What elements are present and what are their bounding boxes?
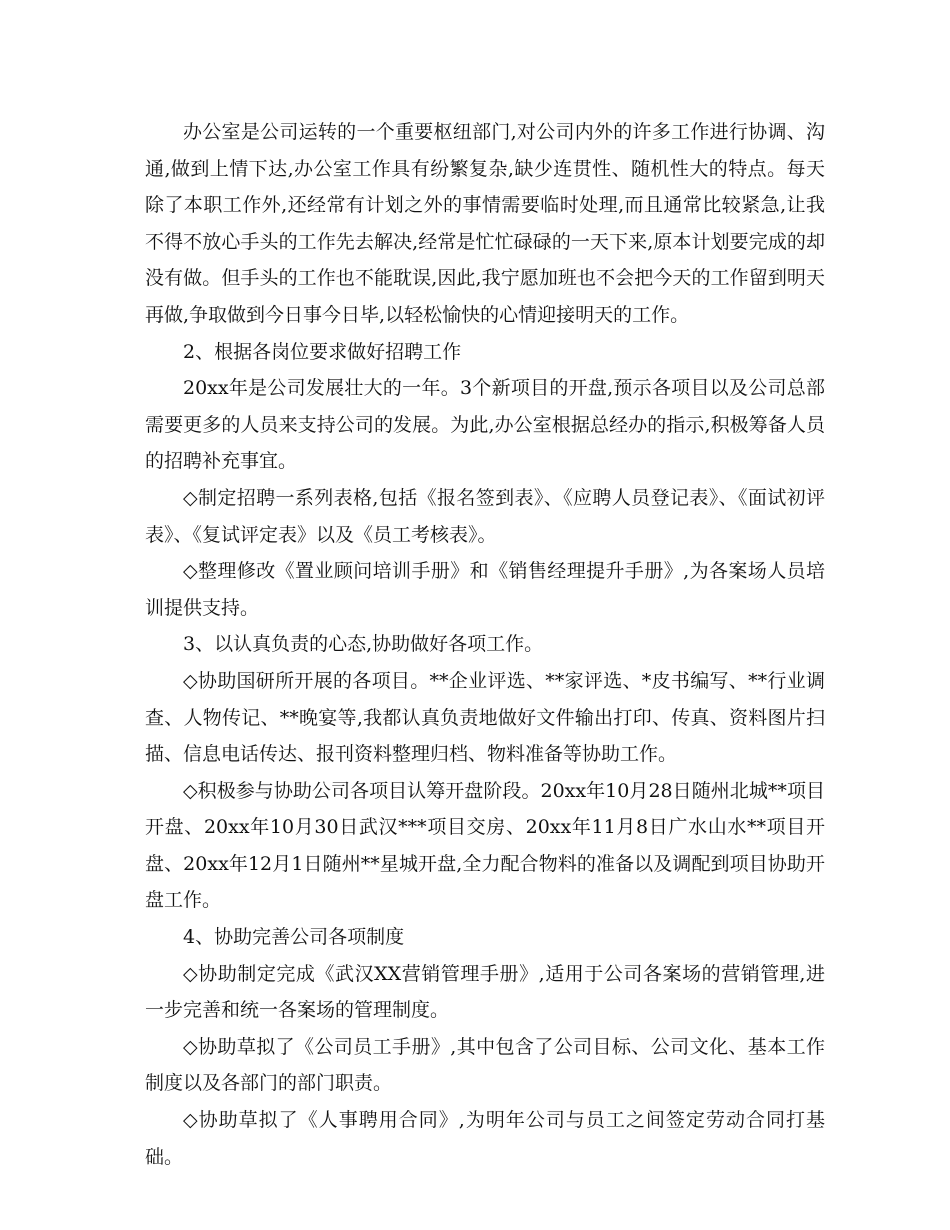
paragraph-recruitment-intro: 20xx年是公司发展壮大的一年。3个新项目的开盘,预示各项目以及公司总部需要更多的人员来支持公司的发展。为此,办公室根据总经办的指示,积极筹备人员的招聘补充事宜。 (145, 377, 825, 473)
section-heading-recruitment: 2、根据各岗位要求做好招聘工作 (183, 340, 462, 363)
list-item-employment-contract: ◇协助草拟了《人事聘用合同》,为明年公司与员工之间签定劳动合同打基础。 (145, 1109, 825, 1168)
list-item-project-openings: ◇积极参与协助公司各项目认筹开盘阶段。20xx年10月28日随州北城**项目开盘、20xx年10月30日武汉***项目交房、20xx年11月8日广水山水**项目开盘、20xx年12月1日随州**星城开盘,全力配合物料的准备以及调配到项目协助开盘工作。 (145, 779, 825, 912)
section-heading-company-systems: 4、协助完善公司各项制度 (183, 926, 405, 949)
document-body (145, 114, 825, 1175)
list-item-employee-handbook: ◇协助草拟了《公司员工手册》,其中包含了公司目标、公司文化、基本工作制度以及各部门的部门职责。 (145, 1035, 825, 1095)
section-heading-assist-work: 3、以认真负责的心态,协助做好各项工作。 (183, 633, 544, 656)
list-item-training-manuals: ◇整理修改《置业顾问培训手册》和《销售经理提升手册》,为各案场人员培训提供支持。 (145, 560, 825, 619)
list-item-research-projects: ◇协助国研所开展的各项目。**企业评选、**家评选、*皮书编写、**行业调查、人物传记、**晚宴等,我都认真负责地做好文件输出打印、传真、资料图片扫描、信息电话传达、报刊资料整理归档、物料准备等协助工作。 (145, 669, 825, 766)
list-item-recruitment-forms: ◇制定招聘一系列表格,包括《报名签到表》、《应聘人员登记表》、《面试初评表》、《复试评定表》以及《员工考核表》。 (145, 486, 825, 546)
paragraph-office-overview: 办公室是公司运转的一个重要枢纽部门,对公司内外的许多工作进行协调、沟通,做到上情下达,办公室工作具有纷繁复杂,缺少连贯性、随机性大的特点。每天除了本职工作外,还经常有计划之外的事情需要临时处理,而且通常比较紧急,让我不得不放心手头的工作先去解决,经常是忙忙碌碌的一天下来,原本计划要完成的却没有做。但手头的工作也不能耽误,因此,我宁愿加班也不会把今天的工作留到明天再做,争取做到今日事今日毕,以轻松愉快的心情迎接明天的工作。 (145, 121, 825, 326)
list-item-marketing-manual: ◇协助制定完成《武汉XX营销管理手册》,适用于公司各案场的营销管理,进一步完善和统一各案场的管理制度。 (145, 962, 825, 1022)
